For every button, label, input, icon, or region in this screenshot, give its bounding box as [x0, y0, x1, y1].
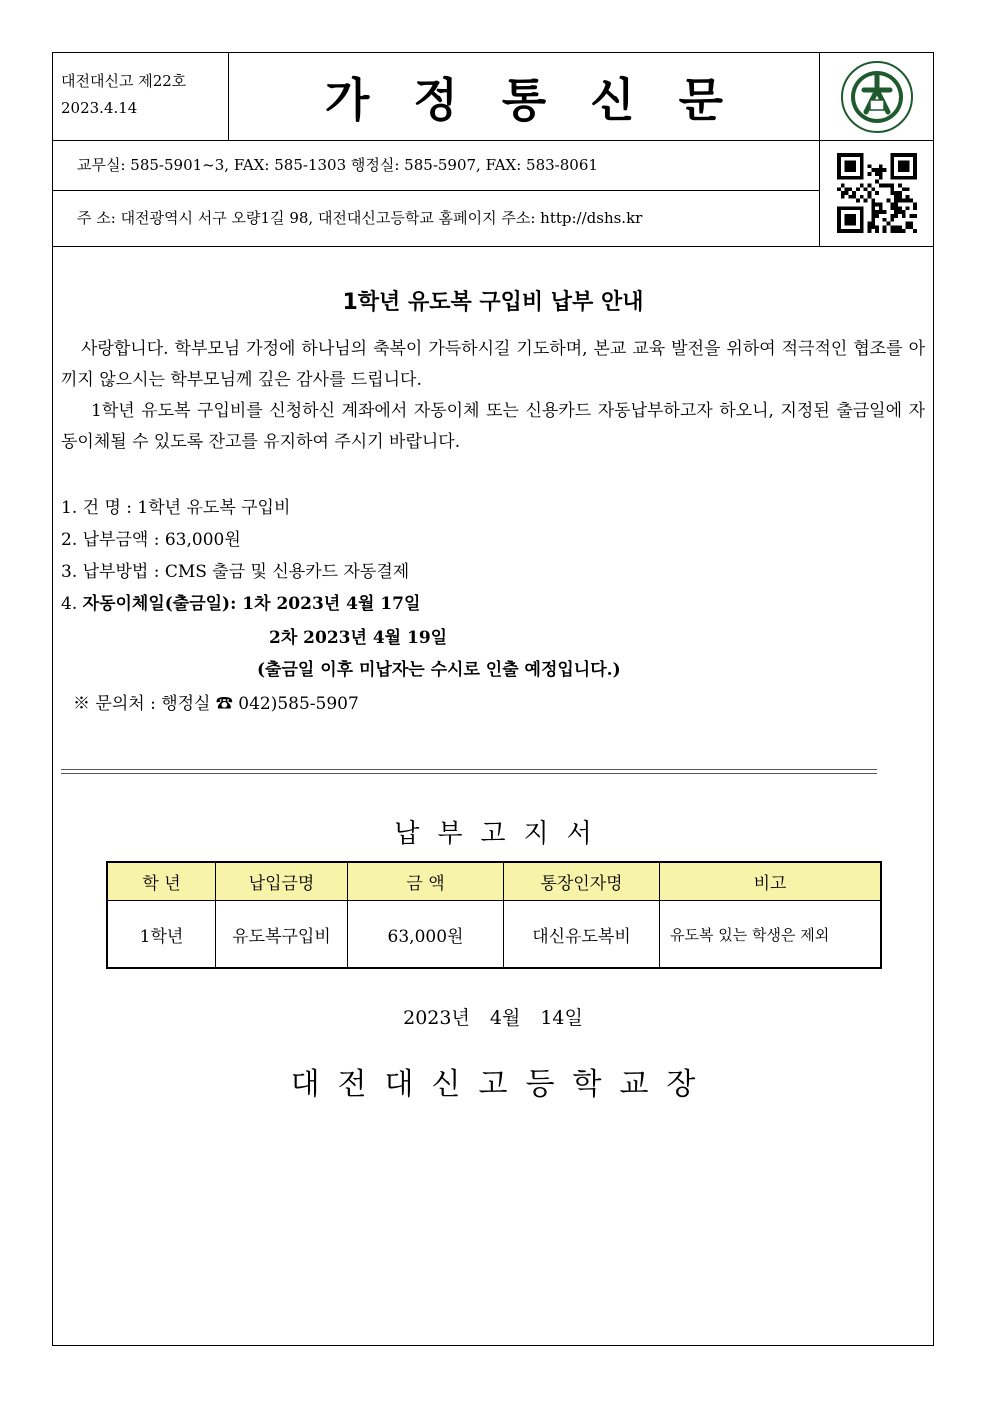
contact-line: 교무실: 585-5901~3, FAX: 585-1303 행정실: 585-5907, FAX: 583-8061: [53, 140, 820, 191]
payment-notice-title: 납부고지서: [394, 819, 610, 849]
instruction-paragraph: 1학년 유도복 구입비를 신청하신 계좌에서 자동이체 또는 신용카드 자동납부하고자 하오니, 지정된 출금일에 자동이체될 수 있도록 잔고를 유지하여 주시기 바랍니다.: [61, 401, 925, 452]
item-amount: 2. 납부금액 : 63,000원: [61, 530, 241, 550]
column-header: 학 년: [107, 862, 216, 901]
newsletter-title: 가정통신문: [229, 53, 820, 140]
document-title: 1학년 유도복 구입비 납부 안내: [342, 290, 644, 315]
issue-info: [53, 53, 229, 140]
inquiry-line: ※ 문의처 : 행정실 ☎ 042)585-5907: [73, 694, 359, 714]
item-debit-date: [61, 589, 420, 614]
payment-table: [106, 861, 882, 969]
issue-number: 대전대신고 제22호: [61, 72, 187, 90]
table-cell: 63,000원: [348, 901, 504, 969]
item-method: 3. 납부방법 : CMS 출금 및 신용카드 자동결제: [61, 562, 410, 582]
address-line: 주 소: 대전광역시 서구 오량1길 98, 대전대신고등학교 홈페이지 주소: http://dshs.kr: [53, 191, 820, 246]
document-frame: [52, 52, 934, 1346]
issue-date-footer: 2023년 4월 14일: [403, 1007, 583, 1029]
intro-paragraph: 사랑합니다. 학부모님 가정에 하나님의 축복이 가득하시길 기도하며, 본교 교육 발전을 위하여 적극적인 협조를 아끼지 않으시는 학부모님께 깊은 감사를 드립니다.: [61, 339, 925, 390]
issue-date: 2023.4.14: [61, 99, 138, 117]
column-header: 비고: [660, 862, 882, 901]
item-debit-note: (출금일 이후 미납자는 수시로 인출 예정입니다.): [257, 660, 621, 680]
column-header: 금 액: [348, 862, 504, 901]
table-cell: 유도복 있는 학생은 제외: [660, 901, 882, 969]
table-row: [107, 901, 881, 969]
school-emblem-icon: [820, 53, 933, 140]
column-header: 통장인자명: [504, 862, 660, 901]
principal-signature: 대전대신고등학교장: [290, 1067, 714, 1102]
column-header: 납입금명: [216, 862, 348, 901]
table-cell: 1학년: [107, 901, 216, 969]
letterhead: [53, 53, 933, 247]
table-cell: 대신유도복비: [504, 901, 660, 969]
item-subject: 1. 건 명 : 1학년 유도복 구입비: [61, 498, 291, 518]
table-header-row: [107, 862, 881, 901]
qr-code-icon: [820, 140, 933, 246]
cut-line: [61, 769, 877, 774]
item-debit-second: 2차 2023년 4월 19일: [269, 628, 448, 648]
table-cell: 유도복구입비: [216, 901, 348, 969]
item-debit-first: 자동이체일(출금일): 1차 2023년 4월 17일: [82, 594, 421, 614]
item-debit-number: 4.: [61, 594, 78, 614]
